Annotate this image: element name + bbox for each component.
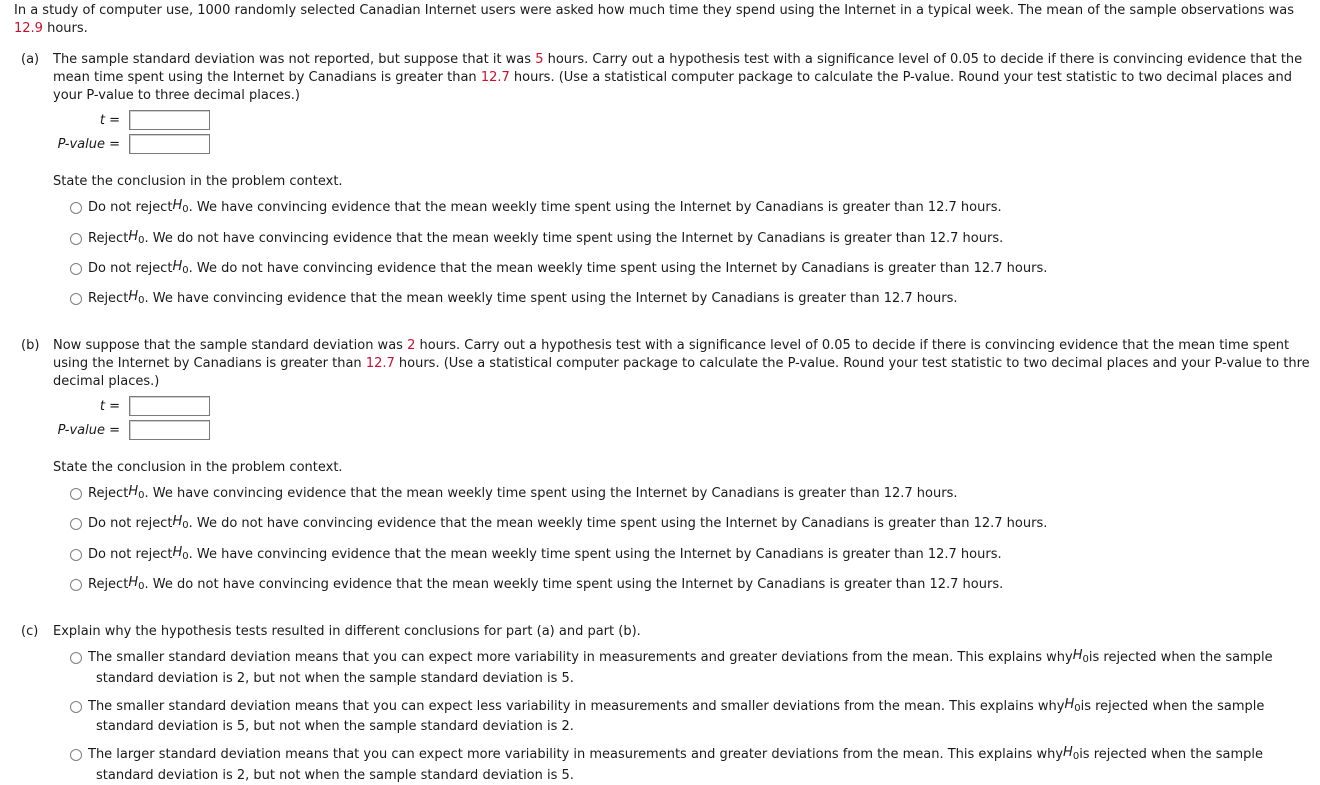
part-a-option-4[interactable]: Reject $H_0$ . We have convincing evidence that the mean weekly time spent using the Internet by Canadians is greater than 12.7 hours. xyxy=(70,288,957,310)
part-a-conclusion-prompt: State the conclusion in the problem context. xyxy=(53,174,343,189)
part-c-label: (c) xyxy=(21,624,39,639)
part-c-option-3-line2: standard deviation is 2, but not when the sample standard deviation is 5. xyxy=(96,768,574,783)
radio-button[interactable] xyxy=(70,701,82,713)
radio-button[interactable] xyxy=(70,293,82,305)
part-c-option-1[interactable]: The smaller standard deviation means that you can expect more variability in measurements and greater deviations from the mean. This explains why $H_0$ is rejected when the sample xyxy=(70,647,1273,669)
part-c-option-2[interactable]: The smaller standard deviation means that you can expect less variability in measurements and smaller deviations from the mean. This explains why $H_0$ is rejected when the sample xyxy=(70,696,1264,718)
radio-button[interactable] xyxy=(70,263,82,275)
radio-button[interactable] xyxy=(70,652,82,664)
radio-button[interactable] xyxy=(70,202,82,214)
part-b-question-line3: decimal places.) xyxy=(53,374,160,389)
part-a-label: (a) xyxy=(21,52,40,67)
part-a-option-1[interactable]: Do not reject $H_0$ . We have convincing evidence that the mean weekly time spent using the Internet by Canadians is greater than 12.7 hours. xyxy=(70,197,1002,219)
h0-symbol: $H_0$ xyxy=(172,514,189,531)
part-c-prompt: Explain why the hypothesis tests resulted in different conclusions for part (a) and part (b). xyxy=(53,624,641,639)
part-a-pvalue-label: P-value = xyxy=(57,137,120,152)
h0-symbol: $H_0$ xyxy=(128,289,145,306)
part-b-mu0-value: 12.7 xyxy=(365,356,395,371)
part-c-option-2-line2: standard deviation is 5, but not when the sample standard deviation is 2. xyxy=(96,719,574,734)
h0-symbol: $H_0$ xyxy=(172,198,189,215)
part-a-pvalue-input[interactable] xyxy=(129,134,210,154)
part-b-t-input[interactable] xyxy=(129,396,210,416)
intro-text: In a study of computer use, 1000 randomly selected Canadian Internet users were asked how much time they spend using the Internet in a typical week. The mean of the sample observations was xyxy=(14,3,1294,18)
h0-symbol: $H_0$ xyxy=(1063,745,1080,762)
part-b-option-1[interactable]: Reject $H_0$ . We have convincing evidence that the mean weekly time spent using the Internet by Canadians is greater than 12.7 hours. xyxy=(70,483,957,505)
part-a-sd-value: 5 xyxy=(535,52,544,67)
part-a-question-line3: your P-value to three decimal places.) xyxy=(53,88,300,103)
part-a-question-line2: mean time spent using the Internet by Canadians is greater than 12.7 hours. (Use a statistical computer package to calculate the P-value. Round your test statistic to two decimal places and xyxy=(53,70,1293,85)
part-b-conclusion-prompt: State the conclusion in the problem context. xyxy=(53,460,343,475)
part-b-pvalue-label: P-value = xyxy=(57,423,120,438)
radio-button[interactable] xyxy=(70,233,82,245)
h0-symbol: $H_0$ xyxy=(1072,648,1089,665)
h0-symbol: $H_0$ xyxy=(1064,697,1081,714)
part-a-t-input[interactable] xyxy=(129,110,210,130)
radio-button[interactable] xyxy=(70,549,82,561)
part-c-option-1-line2: standard deviation is 2, but not when the sample standard deviation is 5. xyxy=(96,671,574,686)
radio-button[interactable] xyxy=(70,579,82,591)
h0-symbol: $H_0$ xyxy=(128,484,145,501)
part-b-pvalue-input[interactable] xyxy=(129,420,210,440)
part-b-question-line1: Now suppose that the sample standard deviation was 2 hours. Carry out a hypothesis test with a significance level of 0.05 to decide if there is convincing evidence that the mean time spent xyxy=(53,338,1290,353)
radio-button[interactable] xyxy=(70,749,82,761)
part-a-question-line1: The sample standard deviation was not reported, but suppose that it was 5 hours. Carry out a hypothesis test with a significance level of 0.05 to decide if there is convincing evidence that the xyxy=(53,52,1303,67)
h0-symbol: $H_0$ xyxy=(172,545,189,562)
part-a-mu0-value: 12.7 xyxy=(480,70,510,85)
intro-mean-line: 12.9 hours. xyxy=(14,21,88,36)
part-b-t-label: t = xyxy=(99,399,120,414)
h0-symbol: $H_0$ xyxy=(128,229,145,246)
part-b-question-line2: using the Internet by Canadians is greater than 12.7 hours. (Use a statistical computer package to calculate the P-value. Round your test statistic to two decimal places and your P-value to thre xyxy=(53,356,1310,371)
part-b-option-3[interactable]: Do not reject $H_0$ . We have convincing evidence that the mean weekly time spent using the Internet by Canadians is greater than 12.7 hours. xyxy=(70,544,1002,566)
part-b-option-4[interactable]: Reject $H_0$ . We do not have convincing evidence that the mean weekly time spent using the Internet by Canadians is greater than 12.7 hours. xyxy=(70,574,1003,596)
sample-mean-value: 12.9 xyxy=(14,21,43,36)
part-a-t-label: t = xyxy=(99,113,120,128)
h0-symbol: $H_0$ xyxy=(172,259,189,276)
part-b-label: (b) xyxy=(21,338,40,353)
part-b-sd-value: 2 xyxy=(407,338,416,353)
radio-button[interactable] xyxy=(70,488,82,500)
h0-symbol: $H_0$ xyxy=(128,575,145,592)
radio-button[interactable] xyxy=(70,518,82,530)
part-c-option-3[interactable]: The larger standard deviation means that you can expect more variability in measurements and greater deviations from the mean. This explains why $H_0$ is rejected when the sample xyxy=(70,744,1263,766)
part-a-option-3[interactable]: Do not reject $H_0$ . We do not have convincing evidence that the mean weekly time spent using the Internet by Canadians is greater than 12.7 hours. xyxy=(70,258,1047,280)
part-a-option-2[interactable]: Reject $H_0$ . We do not have convincing evidence that the mean weekly time spent using the Internet by Canadians is greater than 12.7 hours. xyxy=(70,228,1003,250)
part-b-option-2[interactable]: Do not reject $H_0$ . We do not have convincing evidence that the mean weekly time spent using the Internet by Canadians is greater than 12.7 hours. xyxy=(70,513,1047,535)
